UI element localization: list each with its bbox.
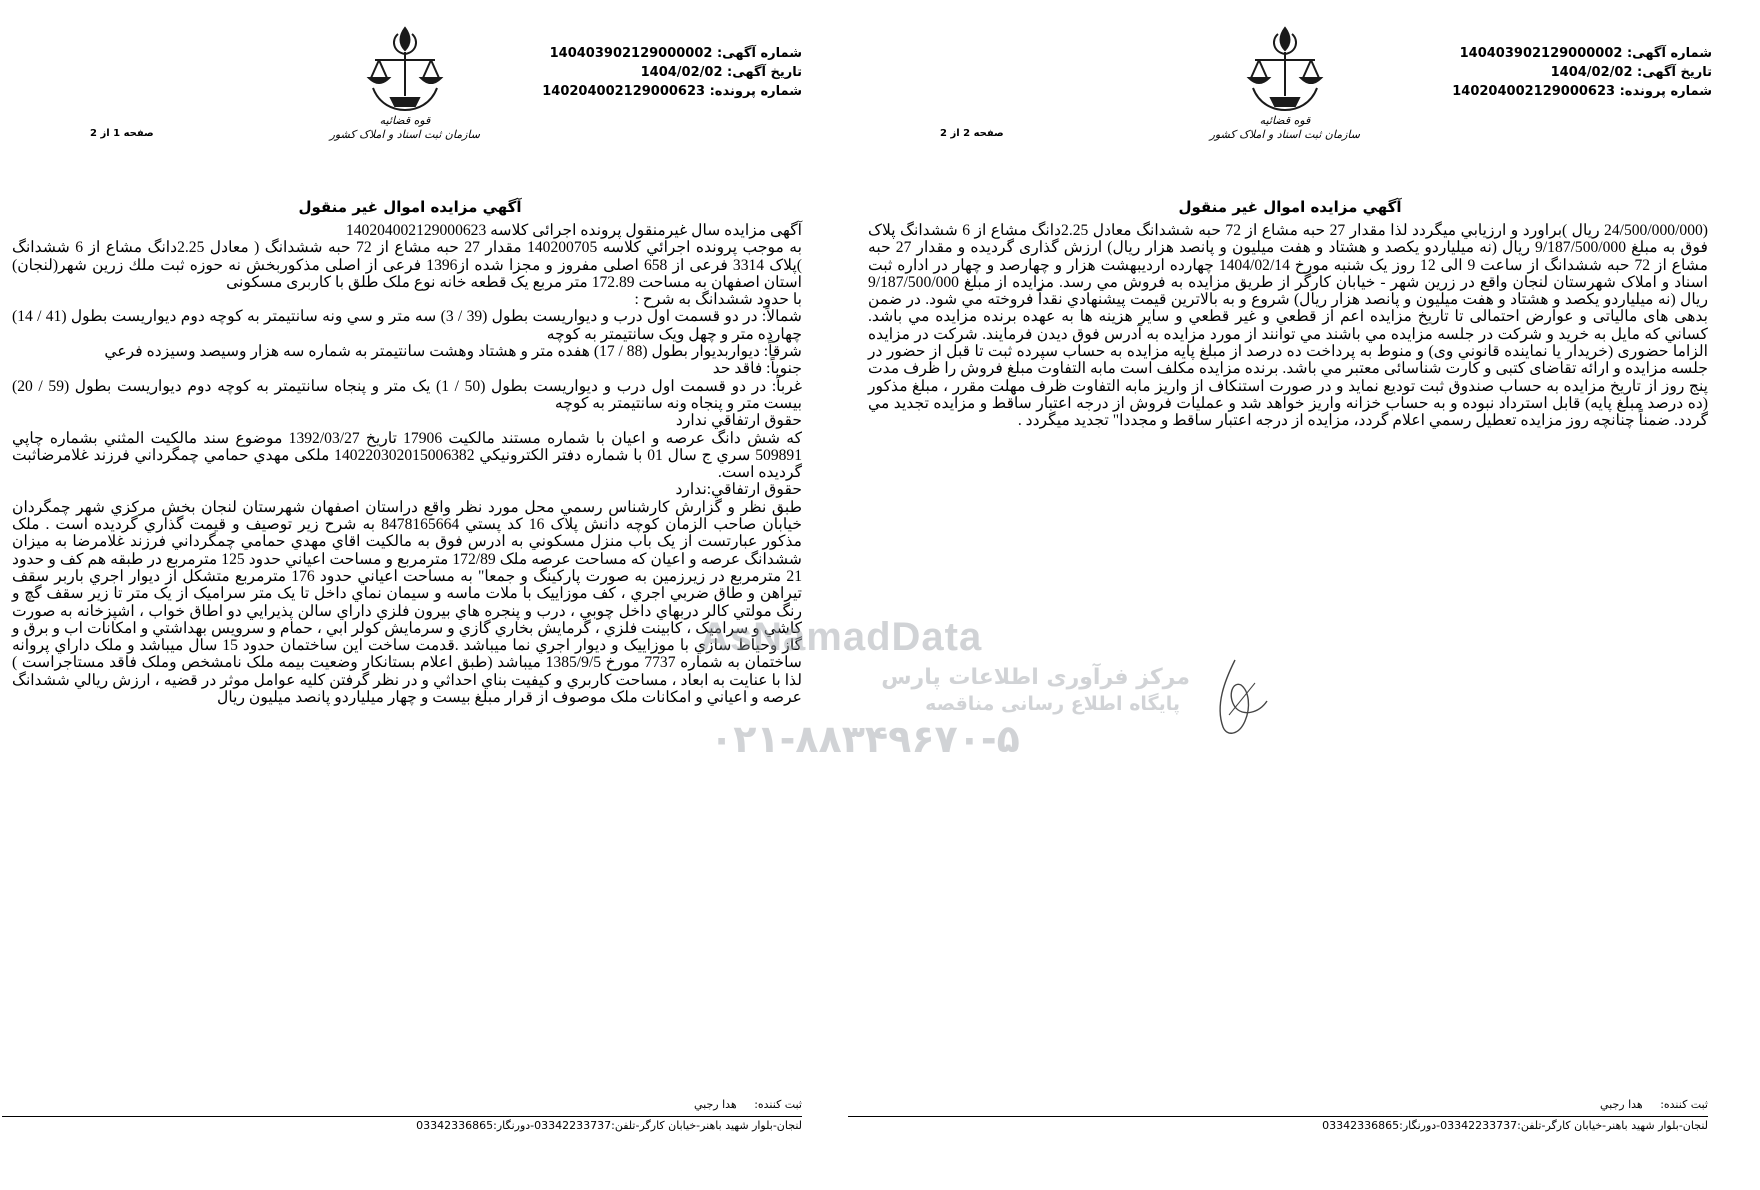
paragraph: جنوباً: فاقد حد	[712, 360, 802, 378]
watermark-line-1: مرکز فرآوری اطلاعات پارس	[881, 665, 1190, 690]
header-meta	[542, 44, 802, 101]
paragraph: حقوق ارتفاقي:ندارد	[675, 481, 802, 499]
file-number: 140204002129000623	[1452, 84, 1616, 99]
ad-number: 140403902129000002	[1459, 46, 1623, 61]
registrar-label: ثبت كننده:	[1660, 1098, 1708, 1111]
watermark-logo: AsNamadData	[700, 615, 983, 659]
ad-number-row: شماره آگهی: 140403902129000002	[1459, 46, 1712, 61]
page-number: صفحه 2 از 2	[940, 128, 1004, 139]
page-number: صفحه 1 از 2	[90, 128, 154, 139]
paragraph: شمالاً: در دو قسمت اول درب و ديواريست بطول (39 / 3) سه متر و سي ونه سانتيمتر به کوچه دوم ديواريست بطول (41 / 14) چهارده متر و چهل ويک سانتيمتر به کوچه	[12, 308, 802, 343]
paragraph: شرقاً: ديواربديوار بطول (88 / 17) هفده متر و هشتاد وهشت سانتيمتر به شماره سه هزار وسيصد وسيزده فرعي	[104, 343, 802, 361]
paragraph: با حدود ششدانگ به شرح :	[634, 291, 802, 309]
judiciary-scales-emblem-icon	[1245, 22, 1325, 114]
paragraph: طبق نظر و گزارش کارشناس رسمي محل مورد نظر واقع دراستان اصفهان شهرستان لنجان بخش مرکزي شهر چمگردان خيابان صاحب الزمان کوچه دانش پلاک 16 کد پستي 8478165664 به شرح زير توصيف و قيمت گذاري گرديده است . ملک مذکور عبارتست از يک باب منزل مسکوني به ادرس فوق به مالکيت اقاي مهدي حمامي چمگرداني فرزند غلامرضا به ميزان ششدانگ عرصه و اعيان که مساحت عرصه ملک 172/89 مترمربع و مساحت اعياني حدود 125 مترمربع در طبقه هم کف و حدود 21 مترمربع در زيرزمين به صورت پارکينگ و جمعا" به مساحت اعياني حدود 176 مترمربع متشکل از ديوار اجري باربر سقف تيراهن و طاق ضربي اجري ، کف موزاييک با ملات ماسه و سيمان نماي داخل تا يک متر سراميک از يک متر تا زير سقف گچ و رنگ مولتي کالر دربهاي داخل چوبي ، درب و پنجره هاي بيرون فلزي داراي سالن پذيرايي دو اطاق خواب ، اشپزخانه به صورت کاشي و سراميک ، کابينت فلزي ، گرمايش بخاري گازي و سرمايش کولر ابي ، حمام و سرويس بهداشتي و امکانات اب و برق و گاز وحياط سازي با موزاييک و ديوار اجري نما ميباشد .قدمت ساخت اين ساختمان حدود 15 سال ميباشد و ملک داراي پروانه ساختمان به شماره 7737 مورخ 1385/9/5 ميباشد (طبق اعلام بستانکار وضعيت بيمه ملک نامشخص وملک فاقد مستاجراست ) لذا با عنايت به ابعاد ، مساحت کاربري و کيفيت بناي احداثي و در نظر گرفتن کليه عوامل موثر در قضيه ، ارزش ريالي ششدانگ عرصه و اعياني و امکانات ملک موصوف از قرار مبلغ بيست و چهار ميلياردو پانصد ميليون ريال	[12, 498, 802, 707]
page-title: آگهي مزايده اموال غير منقول	[1178, 198, 1402, 216]
paragraph: آگهی مزایده سال غیرمنقول پرونده اجرائی کلاسه 140204002129000623	[345, 222, 802, 239]
footer-divider	[848, 1116, 1708, 1117]
judiciary-name: قوه قضائیه	[379, 114, 431, 127]
paragraph: که شش دانگ عرصه و اعيان با شماره مستند مالکيت 17906 تاريخ 1392/03/27 موضوع سند مالکيت المثني بشماره چاپي 509891 سري ج سال 01 با شماره دفتر الکترونيکي 140220302015006382 ملکی مهدي حمامي چمگرداني فرزند غلامرضاثبت گرديده است.	[12, 429, 803, 482]
ad-body	[12, 222, 802, 706]
page-footer	[2, 1098, 802, 1133]
ad-number: 140403902129000002	[549, 46, 713, 61]
paragraph: حقوق ارتفاقي ندارد	[675, 412, 802, 430]
judiciary-scales-emblem-icon	[365, 22, 445, 114]
footer-address: لنجان-بلوار شهيد باهنر-خيابان كارگر-تلفن:03342233737-دورنگار:03342336865	[1322, 1119, 1708, 1132]
page-title: آگهي مزايده اموال غير منقول	[298, 198, 522, 216]
watermark-phone: ۰۲۱-۸۸۳۴۹۶۷۰-۵	[710, 717, 1020, 761]
ad-body	[868, 222, 1708, 430]
ad-date: 1404/02/02	[640, 65, 723, 80]
header-meta	[1452, 44, 1712, 101]
page-footer	[848, 1098, 1708, 1133]
footer-divider	[2, 1116, 802, 1117]
file-number-row: شماره پرونده: 140204002129000623	[1452, 84, 1712, 99]
page-2	[850, 0, 1730, 1190]
paragraph: (24/500/000/000 ريال )براورد و ارزيابي ميگردد لذا مقدار 27 حبه مشاع از 72 حبه ششدانگ معادل 2.25دانگ مشاع از 6 ششدانگ پلاک فوق به مبلغ 9/187/500/000 ريال (نه ميلياردو يکصد و هشتاد و هفت ميليون و پانصد هزار ريال) ارزش گذاری گرديده و مقدار 27 حبه مشاع از 72 حبه ششدانگ از ساعت 9 الی 12 روز يک شنبه مورخ 1404/02/14 چهارده ارديبهشت هزار و چهارصد و چهار در اداره ثبت اسناد و املاک شهرستان لنجان واقع در زرين شهر - خيابان کارگر از طريق مزايده به فروش مي رسد. مزايده از مبلغ 9/187/500/000 ريال (نه ميلياردو يکصد و هشتاد و هفت ميليون و پانصد هزار ريال) شروع و به بالاترين قيمت پيشنهادي نقداً فروخته مي شود. در ضمن بدهی های مالیاتی و عوارض احتمالی تا تاريخ مزايده اعم از قطعي و غير قطعي و ساير هزينه ها به عهده برنده مزايده مي باشد. کساني که مايل به خريد و شرکت در جلسه مزايده مي باشند مي توانند از مورد مزايده به آدرس فوق ديدن فرمايند. شرکت در مزايده الزاما حضوری (خريدار يا نماينده قانوني وی) و منوط به پرداخت ده درصد از مبلغ پايه مزايده به حساب سپرده ثبت تا قبل از حضور در جلسه مزايده و ارائه تقاضای کتبی و کارت شناسائی معتبر مي باشد. برنده مزايده مکلف است مابه التفاوت مبلغ فروش را ظرف مدت پنج روز از تاريخ مزايده به حساب صندوق ثبت توديع نمايد و در صورت استنکاف از واريز مابه التفاوت ظرف مهلت مقرر ، مبلغ مذکور (ده درصد مبلغ پايه) قابل استرداد نبوده و به حساب خزانه واريز خواهد شد و عمليات فروش از درجه اعتبار ساقط و مزايده تجديد مي گردد. ضمناً چنانچه روز مزايده تعطيل رسمي اعلام گردد، مزايده از درجه اعتبار ساقط و مجددا" تجديد ميگردد .	[868, 222, 1708, 430]
ad-date-row: تاریخ آگهی: 1404/02/02	[1550, 65, 1712, 80]
registrar-name: هدا رجبي	[693, 1098, 737, 1111]
ad-date-row: تاریخ آگهی: 1404/02/02	[640, 65, 802, 80]
signature-icon	[1205, 655, 1275, 745]
paragraph: به موجب پرونده اجرائي کلاسه 140200705 مقدار 27 حبه مشاع از 72 حبه ششدانگ ( معادل 2.25دانگ مشاع از 6 ششدانگ )پلاک 3314 فرعی از 658 اصلی مفروز و مجزا شده از1396 فرعی از اصلی مذکوربخش نه حوزه ثبت ملك زرين شهر(لنجان) استان اصفهان به مساحت 172.89 متر مربع یک قطعه خانه نوع ملک طلق با کاربری مسکونی	[12, 239, 803, 291]
footer-address: لنجان-بلوار شهيد باهنر-خيابان كارگر-تلفن:03342233737-دورنگار:03342336865	[416, 1119, 802, 1132]
registrar-name: هدا رجبي	[1599, 1098, 1643, 1111]
judiciary-emblem	[330, 22, 480, 142]
page-1	[0, 0, 820, 1190]
judiciary-emblem	[1210, 22, 1360, 142]
file-number: 140204002129000623	[542, 84, 706, 99]
org-name: سازمان ثبت اسناد و املاک کشور	[1209, 128, 1360, 141]
registrar-label: ثبت كننده:	[754, 1098, 802, 1111]
paragraph: غرباً: در دو قسمت اول درب و ديواريست بطول (50 / 1) يک متر و پنجاه سانتيمتر به کوچه دوم ديواريست بطول (59 / 20) بيست متر و پنجاه ونه سانتيمتر به کوچه	[12, 377, 803, 412]
ad-date: 1404/02/02	[1550, 65, 1633, 80]
ad-number-row: شماره آگهی: 140403902129000002	[549, 46, 802, 61]
watermark-line-2: پایگاه اطلاع رسانی مناقصه	[925, 693, 1180, 715]
judiciary-name: قوه قضائیه	[1259, 114, 1311, 127]
org-name: سازمان ثبت اسناد و املاک کشور	[329, 128, 480, 141]
file-number-row: شماره پرونده: 140204002129000623	[542, 84, 802, 99]
